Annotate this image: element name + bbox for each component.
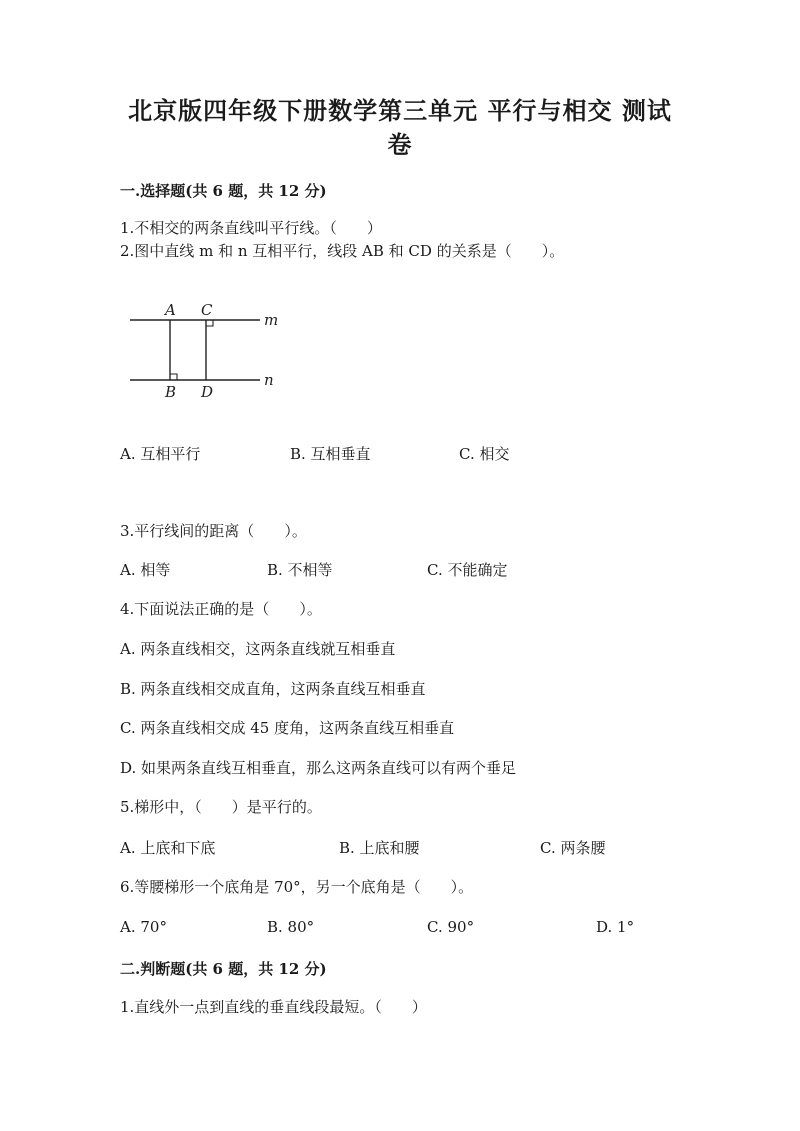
question-1-6: 6.等腰梯形一个底角是 70°，另一个底角是（ ）。 xyxy=(120,878,474,896)
label-n: n xyxy=(264,371,274,389)
q3-option-a: A. 相等 xyxy=(120,561,171,579)
right-angle-mark-c xyxy=(206,320,213,326)
page-title: 北京版四年级下册数学第三单元 平行与相交 测试卷 xyxy=(128,96,672,159)
section-heading-choice: 一.选择题(共 6 题，共 12 分) xyxy=(120,182,327,200)
q2-option-b: B. 互相垂直 xyxy=(290,445,371,463)
label-d: D xyxy=(201,383,214,401)
section-heading-judgement: 二.判断题(共 6 题，共 12 分) xyxy=(120,960,327,978)
question-1-5: 5.梯形中，（ ）是平行的。 xyxy=(120,798,322,816)
question-1-4: 4.下面说法正确的是（ ）。 xyxy=(120,600,322,618)
q6-option-b: B. 80° xyxy=(267,918,315,936)
q3-option-b: B. 不相等 xyxy=(267,561,333,579)
q4-option-b: B. 两条直线相交成直角，这两条直线互相垂直 xyxy=(120,680,426,698)
label-m: m xyxy=(264,311,279,329)
q2-option-a: A. 互相平行 xyxy=(120,445,201,463)
question-2-1: 1.直线外一点到直线的垂直线段最短。（ ） xyxy=(120,998,427,1016)
label-c: C xyxy=(201,301,213,319)
q4-option-a: A. 两条直线相交，这两条直线就互相垂直 xyxy=(120,640,396,658)
q5-option-c: C. 两条腰 xyxy=(540,839,606,857)
q6-option-d: D. 1° xyxy=(596,918,635,936)
label-b: B xyxy=(165,383,177,401)
q2-option-c: C. 相交 xyxy=(459,445,510,463)
q3-option-c: C. 不能确定 xyxy=(427,561,508,579)
q6-option-a: A. 70° xyxy=(120,918,167,936)
q5-option-a: A. 上底和下底 xyxy=(120,839,216,857)
q4-option-d: D. 如果两条直线互相垂直，那么这两条直线可以有两个垂足 xyxy=(120,759,517,777)
question-1-3: 3.平行线间的距离（ ）。 xyxy=(120,522,307,540)
q4-option-c: C. 两条直线相交成 45 度角，这两条直线互相垂直 xyxy=(120,719,455,737)
q5-option-b: B. 上底和腰 xyxy=(339,839,420,857)
label-a: A xyxy=(165,301,176,319)
parallel-lines-figure xyxy=(120,298,290,404)
right-angle-mark-b xyxy=(170,374,177,380)
question-1-2: 2.图中直线 m 和 n 互相平行，线段 AB 和 CD 的关系是（ ）。 xyxy=(120,242,565,260)
question-1-1: 1.不相交的两条直线叫平行线。（ ） xyxy=(120,219,382,237)
q6-option-c: C. 90° xyxy=(427,918,475,936)
